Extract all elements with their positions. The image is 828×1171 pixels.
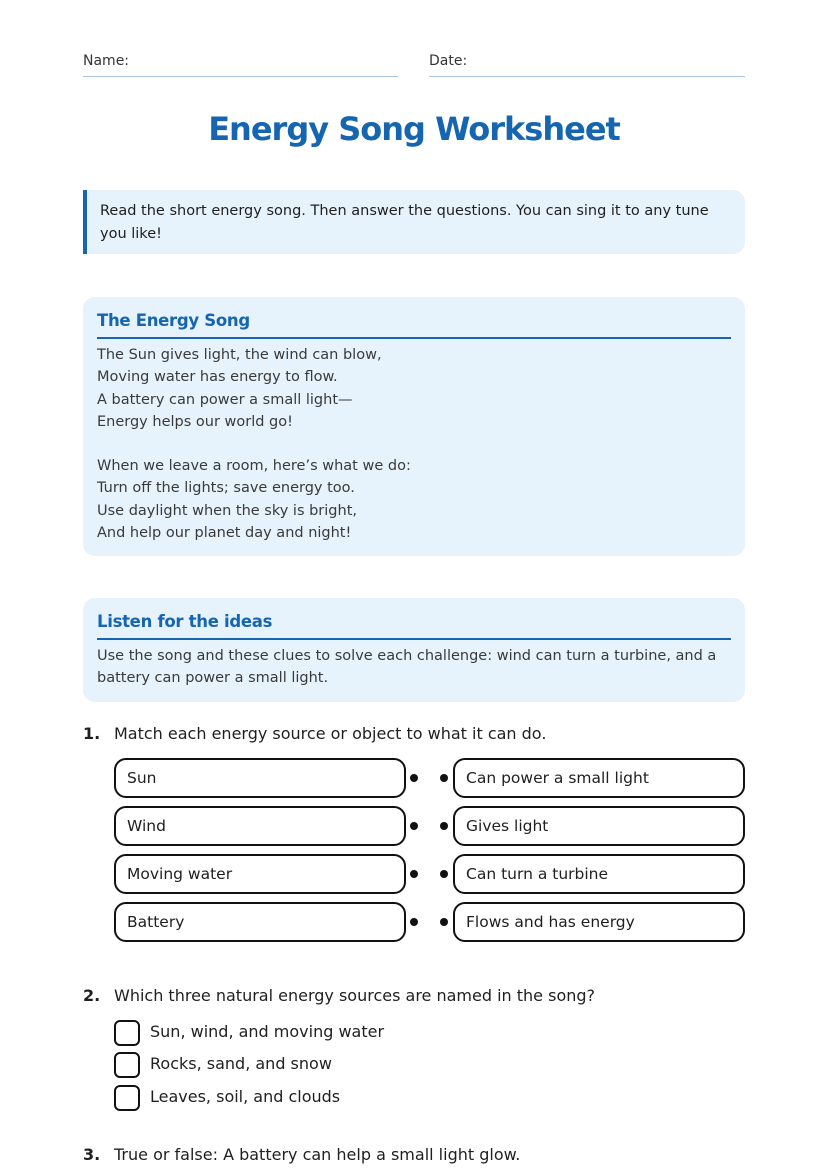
match-dot-left[interactable] [410,822,418,830]
name-field[interactable]: Name: [83,50,398,77]
match-dot-right[interactable] [440,870,448,878]
match-dot-left[interactable] [410,870,418,878]
answer-option[interactable] [114,1019,514,1047]
question-number: 2. [83,986,101,1005]
option-checkbox[interactable] [114,1020,140,1046]
song-line: Moving water has energy to flow. [97,369,338,386]
song-card [83,297,745,556]
answer-option[interactable] [114,1051,514,1079]
match-dot-right[interactable] [440,822,448,830]
match-left-item[interactable]: Moving water [114,854,406,894]
match-row [114,758,745,798]
match-left-item[interactable]: Sun [114,758,406,798]
song-line: When we leave a room, here’s what we do: [97,458,411,475]
question-number: 3. [83,1145,101,1164]
option-checkbox[interactable] [114,1085,140,1111]
match-left-item[interactable]: Wind [114,806,406,846]
song-line: The Sun gives light, the wind can blow, [97,347,382,363]
match-right-item[interactable]: Can turn a turbine [453,854,745,894]
option-checkbox[interactable] [114,1052,140,1078]
listen-heading: Listen for the ideas [97,612,731,640]
date-field[interactable]: Date: [429,50,745,77]
song-line: A battery can power a small light— [97,391,353,408]
name-date-row [83,50,745,78]
question-text: Which three natural energy sources are named in the song? [114,986,596,1005]
listen-text: Use the song and these clues to solve each challenge: wind can turn a turbine, and a battery can power a small light. [97,648,717,686]
page-title: Energy Song Worksheet [208,110,620,148]
match-row [114,806,745,846]
song-line: Energy helps our world go! [97,413,293,430]
song-heading: The Energy Song [97,311,731,339]
listen-card [83,598,745,702]
instructions-box: Read the short energy song. Then answer the questions. You can sing it to any tune you like! [83,190,745,254]
match-dot-right[interactable] [440,918,448,926]
song-stanza-1 [97,344,731,433]
song-line: And help our planet day and night! [97,525,352,542]
question-text: Match each energy source or object to what it can do. [114,724,547,743]
answer-option[interactable] [114,1084,514,1112]
option-label: Sun, wind, and moving water [150,1022,385,1041]
match-right-item[interactable]: Flows and has energy [453,902,745,942]
match-right-item[interactable]: Can power a small light [453,758,745,798]
match-row [114,902,745,942]
question-text: True or false: A battery can help a small light glow. [114,1145,521,1164]
question-number: 1. [83,724,101,743]
option-label: Rocks, sand, and snow [150,1054,332,1073]
song-stanza-2 [97,455,731,544]
match-dot-left[interactable] [410,774,418,782]
song-line: Use daylight when the sky is bright, [97,502,357,519]
match-left-item[interactable]: Battery [114,902,406,942]
match-dot-left[interactable] [410,918,418,926]
option-label: Leaves, soil, and clouds [150,1087,341,1106]
match-row [114,854,745,894]
song-line: Turn off the lights; save energy too. [97,480,355,497]
match-dot-right[interactable] [440,774,448,782]
match-right-item[interactable]: Gives light [453,806,745,846]
